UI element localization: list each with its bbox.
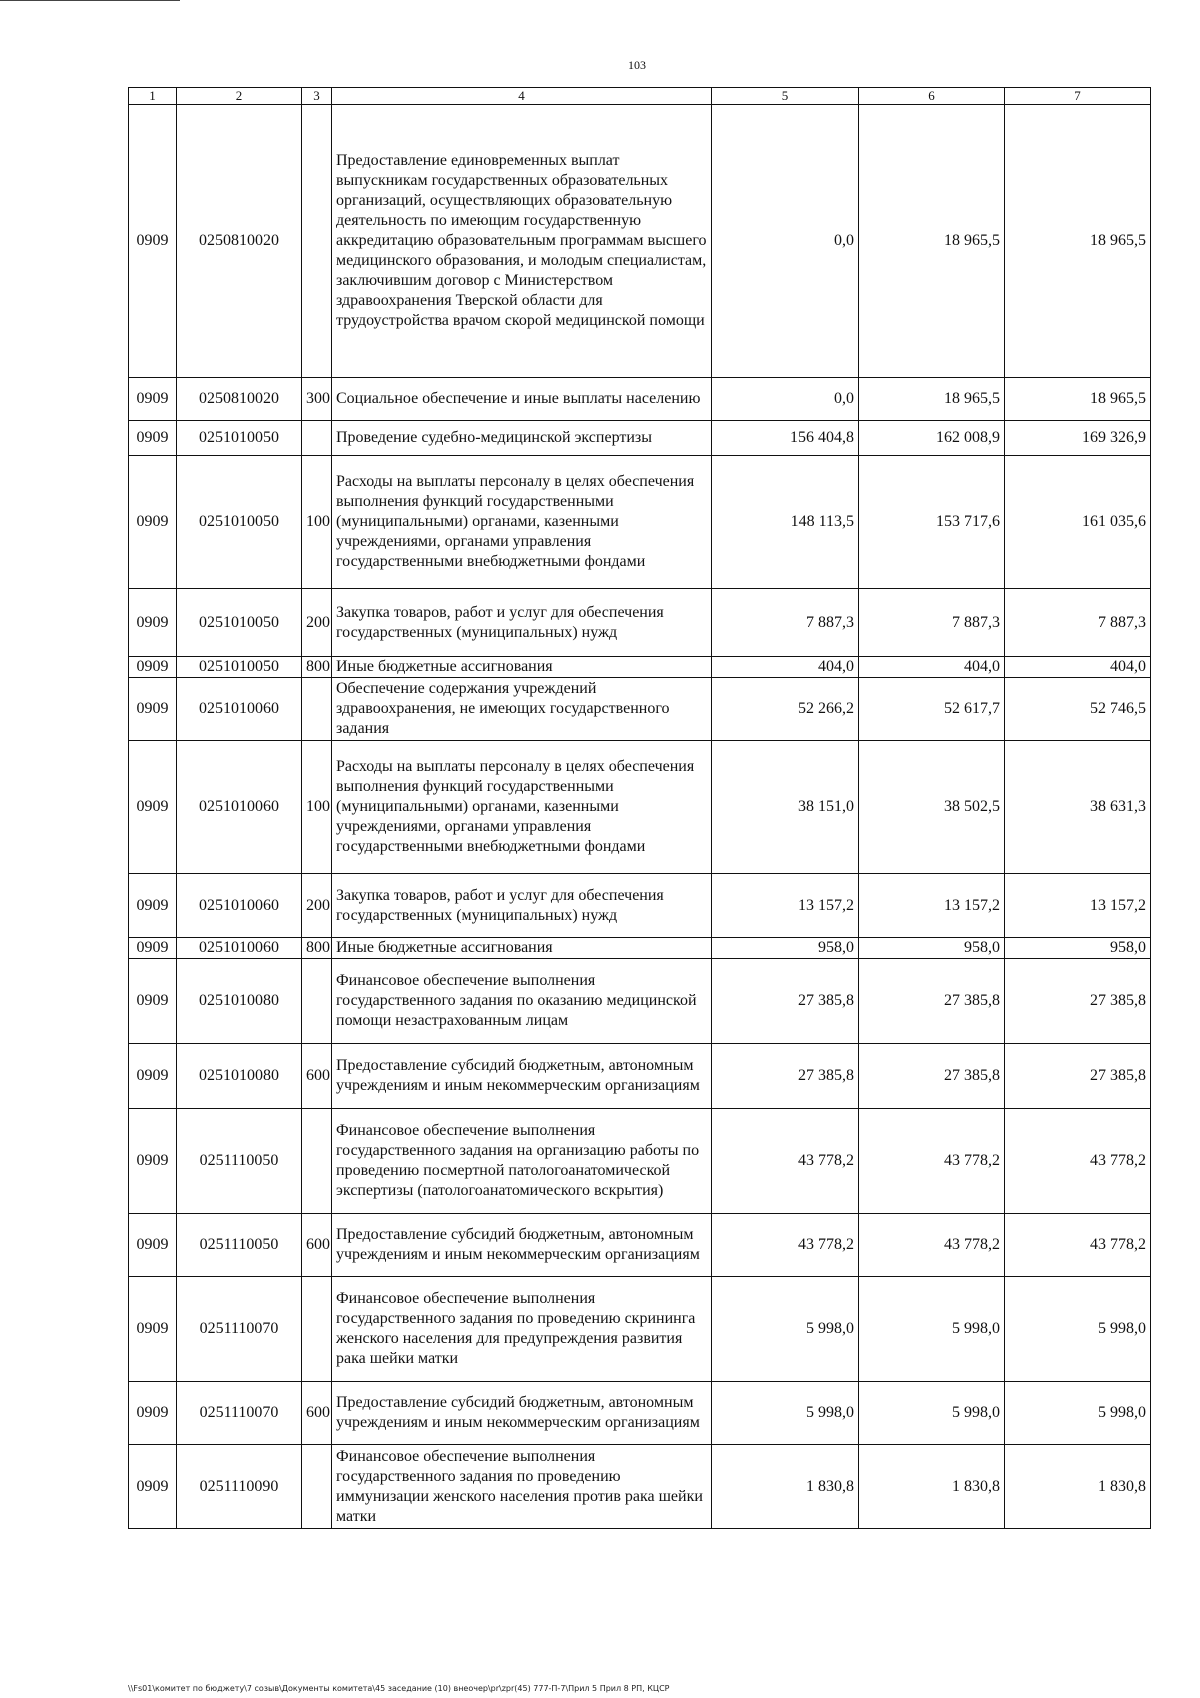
cell-name: Расходы на выплаты персоналу в целях обеспечения выполнения функций государственными (муниципальными) органами, казенными учреждениями, органами управления государственными внебюджетными фондами	[332, 741, 712, 874]
cell-target-article: 0251010050	[177, 421, 302, 456]
cell-amount-year3: 13 157,2	[1005, 874, 1151, 938]
cell-amount-year3: 18 965,5	[1005, 105, 1151, 378]
cell-amount-year2: 404,0	[859, 657, 1005, 678]
cell-section: 0909	[129, 959, 177, 1044]
cell-amount-year2: 1 830,8	[859, 1445, 1005, 1529]
header-cell: 1	[129, 88, 177, 105]
table-row	[129, 657, 1151, 678]
table-row	[129, 378, 1151, 421]
cell-name: Финансовое обеспечение выполнения государственного задания на организацию работы по проведению посмертной патологоанатомической экспертизы (патологоанатомического вскрытия)	[332, 1109, 712, 1214]
page-number: 103	[628, 58, 646, 72]
table-row	[129, 938, 1151, 959]
cell-amount-year1: 148 113,5	[712, 456, 859, 589]
cell-target-article: 0251010060	[177, 678, 302, 741]
cell-name: Финансовое обеспечение выполнения государственного задания по оказанию медицинской помощи незастрахованным лицам	[332, 959, 712, 1044]
table-row	[129, 1277, 1151, 1382]
cell-name: Иные бюджетные ассигнования	[332, 938, 712, 959]
table-row	[129, 421, 1151, 456]
cell-amount-year3: 38 631,3	[1005, 741, 1151, 874]
cell-expense-type: 800	[302, 938, 332, 959]
cell-amount-year1: 404,0	[712, 657, 859, 678]
cell-amount-year2: 7 887,3	[859, 589, 1005, 657]
cell-name: Обеспечение содержания учреждений здравоохранения, не имеющих государственного задания	[332, 678, 712, 741]
cell-target-article: 0251110050	[177, 1109, 302, 1214]
table-row	[129, 874, 1151, 938]
table-row	[129, 1044, 1151, 1109]
cell-amount-year3: 5 998,0	[1005, 1277, 1151, 1382]
cell-target-article: 0251110070	[177, 1382, 302, 1445]
cell-target-article: 0251110050	[177, 1214, 302, 1277]
cell-amount-year1: 1 830,8	[712, 1445, 859, 1529]
header-cell: 7	[1005, 88, 1151, 105]
cell-section: 0909	[129, 589, 177, 657]
cell-section: 0909	[129, 657, 177, 678]
table-row	[129, 1109, 1151, 1214]
cell-target-article: 0251010080	[177, 1044, 302, 1109]
cell-section: 0909	[129, 741, 177, 874]
cell-name: Предоставление субсидий бюджетным, автономным учреждениям и иным некоммерческим организациям	[332, 1044, 712, 1109]
cell-expense-type	[302, 105, 332, 378]
cell-expense-type	[302, 1445, 332, 1529]
cell-target-article: 0251010060	[177, 741, 302, 874]
cell-amount-year1: 0,0	[712, 378, 859, 421]
cell-section: 0909	[129, 1109, 177, 1214]
cell-name: Социальное обеспечение и иные выплаты населению	[332, 378, 712, 421]
cell-expense-type: 600	[302, 1044, 332, 1109]
table-row	[129, 678, 1151, 741]
header-cell: 4	[332, 88, 712, 105]
cell-name: Проведение судебно-медицинской экспертизы	[332, 421, 712, 456]
header-cell: 5	[712, 88, 859, 105]
budget-table	[128, 87, 1151, 1529]
cell-amount-year3: 7 887,3	[1005, 589, 1151, 657]
table-row	[129, 741, 1151, 874]
cell-amount-year1: 5 998,0	[712, 1277, 859, 1382]
cell-name: Предоставление единовременных выплат выпускникам государственных образовательных организаций, осуществляющих образовательную деятельность по имеющим государственную аккредитацию образовательным программам высшего медицинского образования, и молодым специалистам, заключившим договор с Министерством здравоохранения Тверской области для трудоустройства врачом скорой медицинской помощи	[332, 105, 712, 378]
cell-amount-year2: 13 157,2	[859, 874, 1005, 938]
cell-amount-year3: 1 830,8	[1005, 1445, 1151, 1529]
cell-name: Иные бюджетные ассигнования	[332, 657, 712, 678]
cell-section: 0909	[129, 1214, 177, 1277]
cell-name: Финансовое обеспечение выполнения государственного задания по проведению иммунизации женского населения против рака шейки матки	[332, 1445, 712, 1529]
cell-amount-year3: 27 385,8	[1005, 1044, 1151, 1109]
header-cell: 2	[177, 88, 302, 105]
cell-name: Расходы на выплаты персоналу в целях обеспечения выполнения функций государственными (муниципальными) органами, казенными учреждениями, органами управления государственными внебюджетными фондами	[332, 456, 712, 589]
table-row	[129, 105, 1151, 378]
cell-amount-year2: 5 998,0	[859, 1382, 1005, 1445]
cell-section: 0909	[129, 1445, 177, 1529]
cell-amount-year3: 169 326,9	[1005, 421, 1151, 456]
cell-target-article: 0251010050	[177, 589, 302, 657]
cell-amount-year1: 7 887,3	[712, 589, 859, 657]
cell-expense-type	[302, 421, 332, 456]
cell-amount-year1: 958,0	[712, 938, 859, 959]
scan-edge-line	[0, 0, 180, 1]
cell-section: 0909	[129, 378, 177, 421]
cell-amount-year1: 52 266,2	[712, 678, 859, 741]
cell-target-article: 0251110070	[177, 1277, 302, 1382]
cell-section: 0909	[129, 105, 177, 378]
cell-amount-year2: 958,0	[859, 938, 1005, 959]
cell-amount-year2: 18 965,5	[859, 378, 1005, 421]
cell-amount-year3: 958,0	[1005, 938, 1151, 959]
cell-target-article: 0251010050	[177, 456, 302, 589]
cell-section: 0909	[129, 1044, 177, 1109]
cell-amount-year3: 27 385,8	[1005, 959, 1151, 1044]
cell-section: 0909	[129, 678, 177, 741]
cell-target-article: 0250810020	[177, 378, 302, 421]
cell-expense-type: 100	[302, 741, 332, 874]
cell-target-article: 0250810020	[177, 105, 302, 378]
cell-amount-year2: 27 385,8	[859, 959, 1005, 1044]
cell-amount-year3: 52 746,5	[1005, 678, 1151, 741]
cell-section: 0909	[129, 874, 177, 938]
cell-section: 0909	[129, 456, 177, 589]
cell-amount-year1: 43 778,2	[712, 1109, 859, 1214]
footer-file-path: \\Fs01\комитет по бюджету\7 созыв\Документы комитета\45 заседание (10) внеочер\pr\zpr(45) 777-П-7\Прил 5 Прил 8 РП, КЦСР	[128, 1684, 670, 1693]
cell-expense-type: 600	[302, 1382, 332, 1445]
cell-amount-year2: 162 008,9	[859, 421, 1005, 456]
header-cell: 3	[302, 88, 332, 105]
cell-amount-year2: 153 717,6	[859, 456, 1005, 589]
cell-target-article: 0251010060	[177, 874, 302, 938]
cell-amount-year2: 5 998,0	[859, 1277, 1005, 1382]
table-row	[129, 959, 1151, 1044]
cell-amount-year2: 52 617,7	[859, 678, 1005, 741]
cell-name: Предоставление субсидий бюджетным, автономным учреждениям и иным некоммерческим организациям	[332, 1382, 712, 1445]
cell-expense-type: 200	[302, 874, 332, 938]
cell-amount-year2: 43 778,2	[859, 1214, 1005, 1277]
cell-amount-year3: 43 778,2	[1005, 1109, 1151, 1214]
cell-expense-type	[302, 959, 332, 1044]
table-row	[129, 1382, 1151, 1445]
cell-amount-year3: 161 035,6	[1005, 456, 1151, 589]
cell-name: Предоставление субсидий бюджетным, автономным учреждениям и иным некоммерческим организациям	[332, 1214, 712, 1277]
cell-amount-year3: 43 778,2	[1005, 1214, 1151, 1277]
cell-expense-type: 200	[302, 589, 332, 657]
cell-section: 0909	[129, 1382, 177, 1445]
cell-expense-type	[302, 1109, 332, 1214]
cell-amount-year2: 27 385,8	[859, 1044, 1005, 1109]
header-cell: 6	[859, 88, 1005, 105]
cell-amount-year1: 43 778,2	[712, 1214, 859, 1277]
cell-target-article: 0251010080	[177, 959, 302, 1044]
cell-name: Закупка товаров, работ и услуг для обеспечения государственных (муниципальных) нужд	[332, 874, 712, 938]
header-row	[129, 88, 1151, 105]
cell-amount-year3: 18 965,5	[1005, 378, 1151, 421]
cell-target-article: 0251010050	[177, 657, 302, 678]
cell-amount-year1: 27 385,8	[712, 1044, 859, 1109]
cell-name: Финансовое обеспечение выполнения государственного задания по проведению скрининга женского населения для предупреждения развития рака шейки матки	[332, 1277, 712, 1382]
cell-section: 0909	[129, 421, 177, 456]
cell-name: Закупка товаров, работ и услуг для обеспечения государственных (муниципальных) нужд	[332, 589, 712, 657]
cell-section: 0909	[129, 1277, 177, 1382]
table-row	[129, 456, 1151, 589]
cell-amount-year2: 43 778,2	[859, 1109, 1005, 1214]
cell-expense-type	[302, 678, 332, 741]
cell-expense-type: 100	[302, 456, 332, 589]
cell-amount-year1: 156 404,8	[712, 421, 859, 456]
table-row	[129, 1445, 1151, 1529]
cell-expense-type: 800	[302, 657, 332, 678]
cell-amount-year2: 38 502,5	[859, 741, 1005, 874]
cell-amount-year2: 18 965,5	[859, 105, 1005, 378]
cell-target-article: 0251010060	[177, 938, 302, 959]
cell-expense-type: 600	[302, 1214, 332, 1277]
cell-expense-type	[302, 1277, 332, 1382]
cell-amount-year1: 38 151,0	[712, 741, 859, 874]
cell-amount-year3: 404,0	[1005, 657, 1151, 678]
table-row	[129, 1214, 1151, 1277]
table-row	[129, 589, 1151, 657]
cell-section: 0909	[129, 938, 177, 959]
cell-amount-year1: 13 157,2	[712, 874, 859, 938]
cell-target-article: 0251110090	[177, 1445, 302, 1529]
cell-amount-year1: 5 998,0	[712, 1382, 859, 1445]
cell-amount-year1: 27 385,8	[712, 959, 859, 1044]
cell-expense-type: 300	[302, 378, 332, 421]
cell-amount-year1: 0,0	[712, 105, 859, 378]
cell-amount-year3: 5 998,0	[1005, 1382, 1151, 1445]
